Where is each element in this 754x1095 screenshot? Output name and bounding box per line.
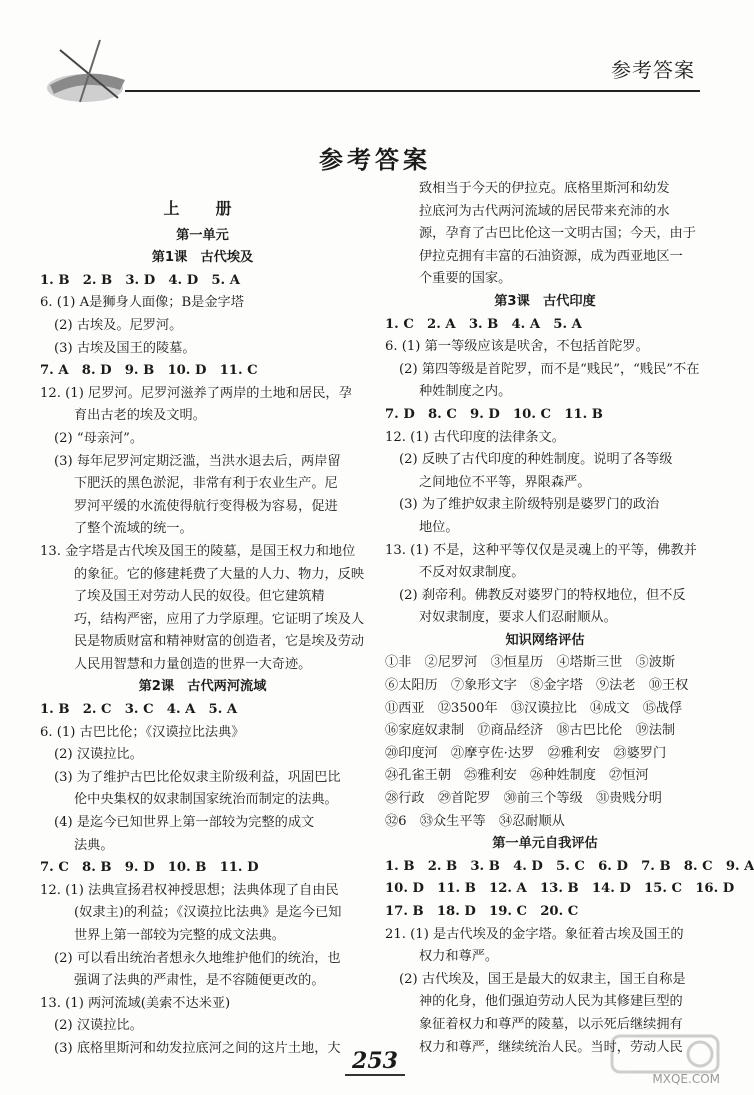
left-column-line: 第一单元 [176,227,229,243]
left-column-line: 7. A 8. D 9. B 10. D 11. C [40,363,258,379]
left-column-line: 了埃及国王对劳动人民的奴役。但它建筑精 [74,589,325,605]
left-column-line: 世界上第一部较为完整的成文法典。 [74,928,285,943]
right-column-line: 6. (1) 第一等级应该是吠舍，不包括首陀罗。 [385,339,649,355]
right-column-line: 之间地位不平等，界限森严。 [419,474,591,490]
pen-book-logo-icon [40,30,140,110]
left-column-line: 强调了法典的严肃性，是不容随便更改的。 [74,973,325,989]
right-column [385,178,754,1059]
right-column-line: 个重要的国家。 [419,271,512,287]
header-rule [125,90,700,92]
left-column-line: 第2课 古代两河流域 [138,679,267,695]
left-column-line: 12. (1) 尼罗河。尼罗河滋养了两岸的土地和居民，孕 [40,385,352,401]
right-column-line: 1. C 2. A 3. B 4. A 5. A [385,316,582,332]
left-column-line: 法典。 [74,837,114,853]
left-column-line: (2) 可以看出统治者想永久地维护他们的统治，也 [54,950,341,966]
header [0,0,750,100]
left-column-line: 人民用智慧和力量创造的世界一大奇迹。 [74,656,312,672]
left-column-line: (2) “母亲河”。 [54,430,144,446]
left-column-line: 6. (1) A是狮身人面像；B是金字塔 [40,295,244,311]
left-column-line: (4) 是迄今已知世界上第一部较为完整的成文 [54,815,315,831]
left-column-line: 12. (1) 法典宣扬君权神授思想；法典体现了自由民 [40,882,339,898]
right-column-line: 神的化身，他们强迫劳动人民为其修建巨型的 [419,994,683,1010]
right-column-line: ①非 ②尼罗河 ③恒星历 ④塔斯三世 ⑤波斯 [385,655,676,671]
right-column-line: (2) 第四等级是首陀罗，而不是“贱民”，“贱民”不在 [399,361,700,377]
right-column-line: 不反对奴隶制度。 [419,565,525,581]
watermark-text: MXQE.COM [652,1072,720,1086]
left-column-line: (3) 每年尼罗河定期泛滥，当洪水退去后，两岸留 [54,453,341,469]
left-column-line: 育出古老的埃及文明。 [74,408,206,424]
header-title: 参考答案 [611,58,695,82]
left-column-line: 罗河平缓的水流使得航行变得极为容易，促进 [74,498,338,514]
left-column-line: 13. 金字塔是古代埃及国王的陵墓，是国王权力和地位 [40,543,356,559]
right-column-line: 知识网络评估 [505,632,585,648]
right-column-line: 21. (1) 是古代埃及的金字塔。象征着古埃及国王的 [385,926,684,942]
left-column-line: 伦中央集权的奴隶制国家统治而制定的法典。 [74,792,338,808]
right-column-line: (2) 古代埃及，国王是最大的奴隶主，国王自称是 [399,971,686,987]
right-column-line: 第一单元自我评估 [492,836,598,852]
right-column-line: ⑪西亚 ⑫3500年 ⑬汉谟拉比 ⑭成文 ⑮战俘 [385,700,683,716]
right-column-line: 7. D 8. C 9. D 10. C 11. B [385,406,603,422]
left-column-line: (3) 为了维护古巴比伦奴隶主阶级利益，巩固巴比 [54,769,341,785]
right-column-line: 10. D 11. B 12. A 13. B 14. D 15. C 16. D [385,881,735,897]
right-column-line: ㉜6 ㉝众生平等 ㉞忍耐顺从 [385,813,565,829]
left-column-line: (奴隶主)的利益；《汉谟拉比法典》是迄今已知 [74,905,342,921]
left-column-line: 下肥沃的黑色淤泥，非常有利于农业生产。尼 [74,476,338,492]
right-column-line: 权力和尊严。 [419,949,499,965]
right-column-line: 1. B 2. B 3. B 4. D 5. C 6. D 7. B 8. C 9. A [385,858,754,874]
right-column-line: 权力和尊严，继续统治人民。当时，劳动人民 [419,1039,683,1055]
right-column-line: 伊拉克拥有丰富的石油资源，成为西亚地区一 [419,248,683,264]
right-column-line: 对奴隶制度，要求人们忍耐顺从。 [419,610,617,626]
right-column-line: ⑥太阳历 ⑦象形文字 ⑧金字塔 ⑨法老 ⑩王权 [385,678,689,694]
right-column-line: 拉底河为古代两河流域的居民带来充沛的水 [419,203,670,219]
page-title: 参考答案 [319,146,431,174]
left-column-line: 1. B 2. C 3. C 4. A 5. A [40,702,238,718]
left-column-line: 的象征。它的修建耗费了大量的人力、物力，反映 [74,566,365,582]
right-column-line: ㉔孔雀王朝 ㉕雅利安 ㉖种姓制度 ㉗恒河 [385,768,649,784]
left-column-line: 第1课 古代埃及 [151,250,254,266]
left-column-line: (3) 底格里斯河和幼发拉底河之间的这片土地，大 [54,1040,341,1056]
right-column-line: (2) 反映了古代印度的种姓制度。说明了各等级 [399,452,673,468]
right-column-line: 象征着权力和尊严的陵墓，以示死后继续拥有 [419,1016,683,1032]
right-column-line: 13. (1) 不是，这种平等仅仅是灵魂上的平等，佛教并 [385,542,697,558]
right-column-line: 17. B 18. D 19. C 20. C [385,904,579,919]
right-column-line: (2) 刹帝利。佛教反对婆罗门的特权地位，但不反 [399,587,686,603]
right-column-line: (3) 为了维护奴隶主阶级特别是婆罗门的政治 [399,497,660,513]
left-column-line: (2) 汉谟拉比。 [54,747,143,763]
left-column-line: (2) 古埃及。尼罗河。 [54,317,183,333]
left-column-line: 巧，结构严密，应用了力学原理。它证明了埃及人 [74,611,365,627]
left-column-line: (2) 汉谟拉比。 [54,1018,143,1034]
left-column [40,198,365,1061]
page-number: 253 [352,1048,398,1074]
right-column-line: 种姓制度之内。 [419,384,512,400]
right-column-line: 地位。 [419,519,459,535]
right-column-line: 第3课 古代印度 [494,293,596,309]
right-column-line: 源，孕育了古巴比伦这一文明古国；今天，由于 [419,226,696,242]
page-number-underline [345,1074,405,1076]
right-column-line: ⑳印度河 ㉑摩亨佐·达罗 ㉒雅利安 ㉓婆罗门 [385,745,667,761]
left-column-line: 上 册 [163,199,242,218]
left-column-line: 民是物质财富和精神财富的创造者，它是埃及劳动 [74,634,365,650]
right-column-line: ㉘行政 ㉙首陀罗 ㉚前三个等级 ㉛贵贱分明 [385,791,662,807]
left-column-line: 1. B 2. B 3. D 4. D 5. A [40,272,240,288]
right-column-line: 致相当于今天的伊拉克。底格里斯河和幼发 [419,181,670,196]
left-column-line: (3) 古埃及国王的陵墓。 [54,340,196,356]
left-column-line: 6. (1) 古巴比伦；《汉谟拉比法典》 [40,724,245,740]
right-column-line: 12. (1) 古代印度的法律条文。 [385,429,565,445]
left-column-line: 13. (1) 两河流域(美索不达米亚) [40,995,231,1011]
right-column-line: ⑯家庭奴隶制 ⑰商品经济 ⑱古巴比伦 ⑲法制 [385,723,676,739]
left-column-line: 了整个流域的统一。 [74,521,193,537]
left-column-line: 7. C 8. B 9. D 10. B 11. D [40,860,259,876]
